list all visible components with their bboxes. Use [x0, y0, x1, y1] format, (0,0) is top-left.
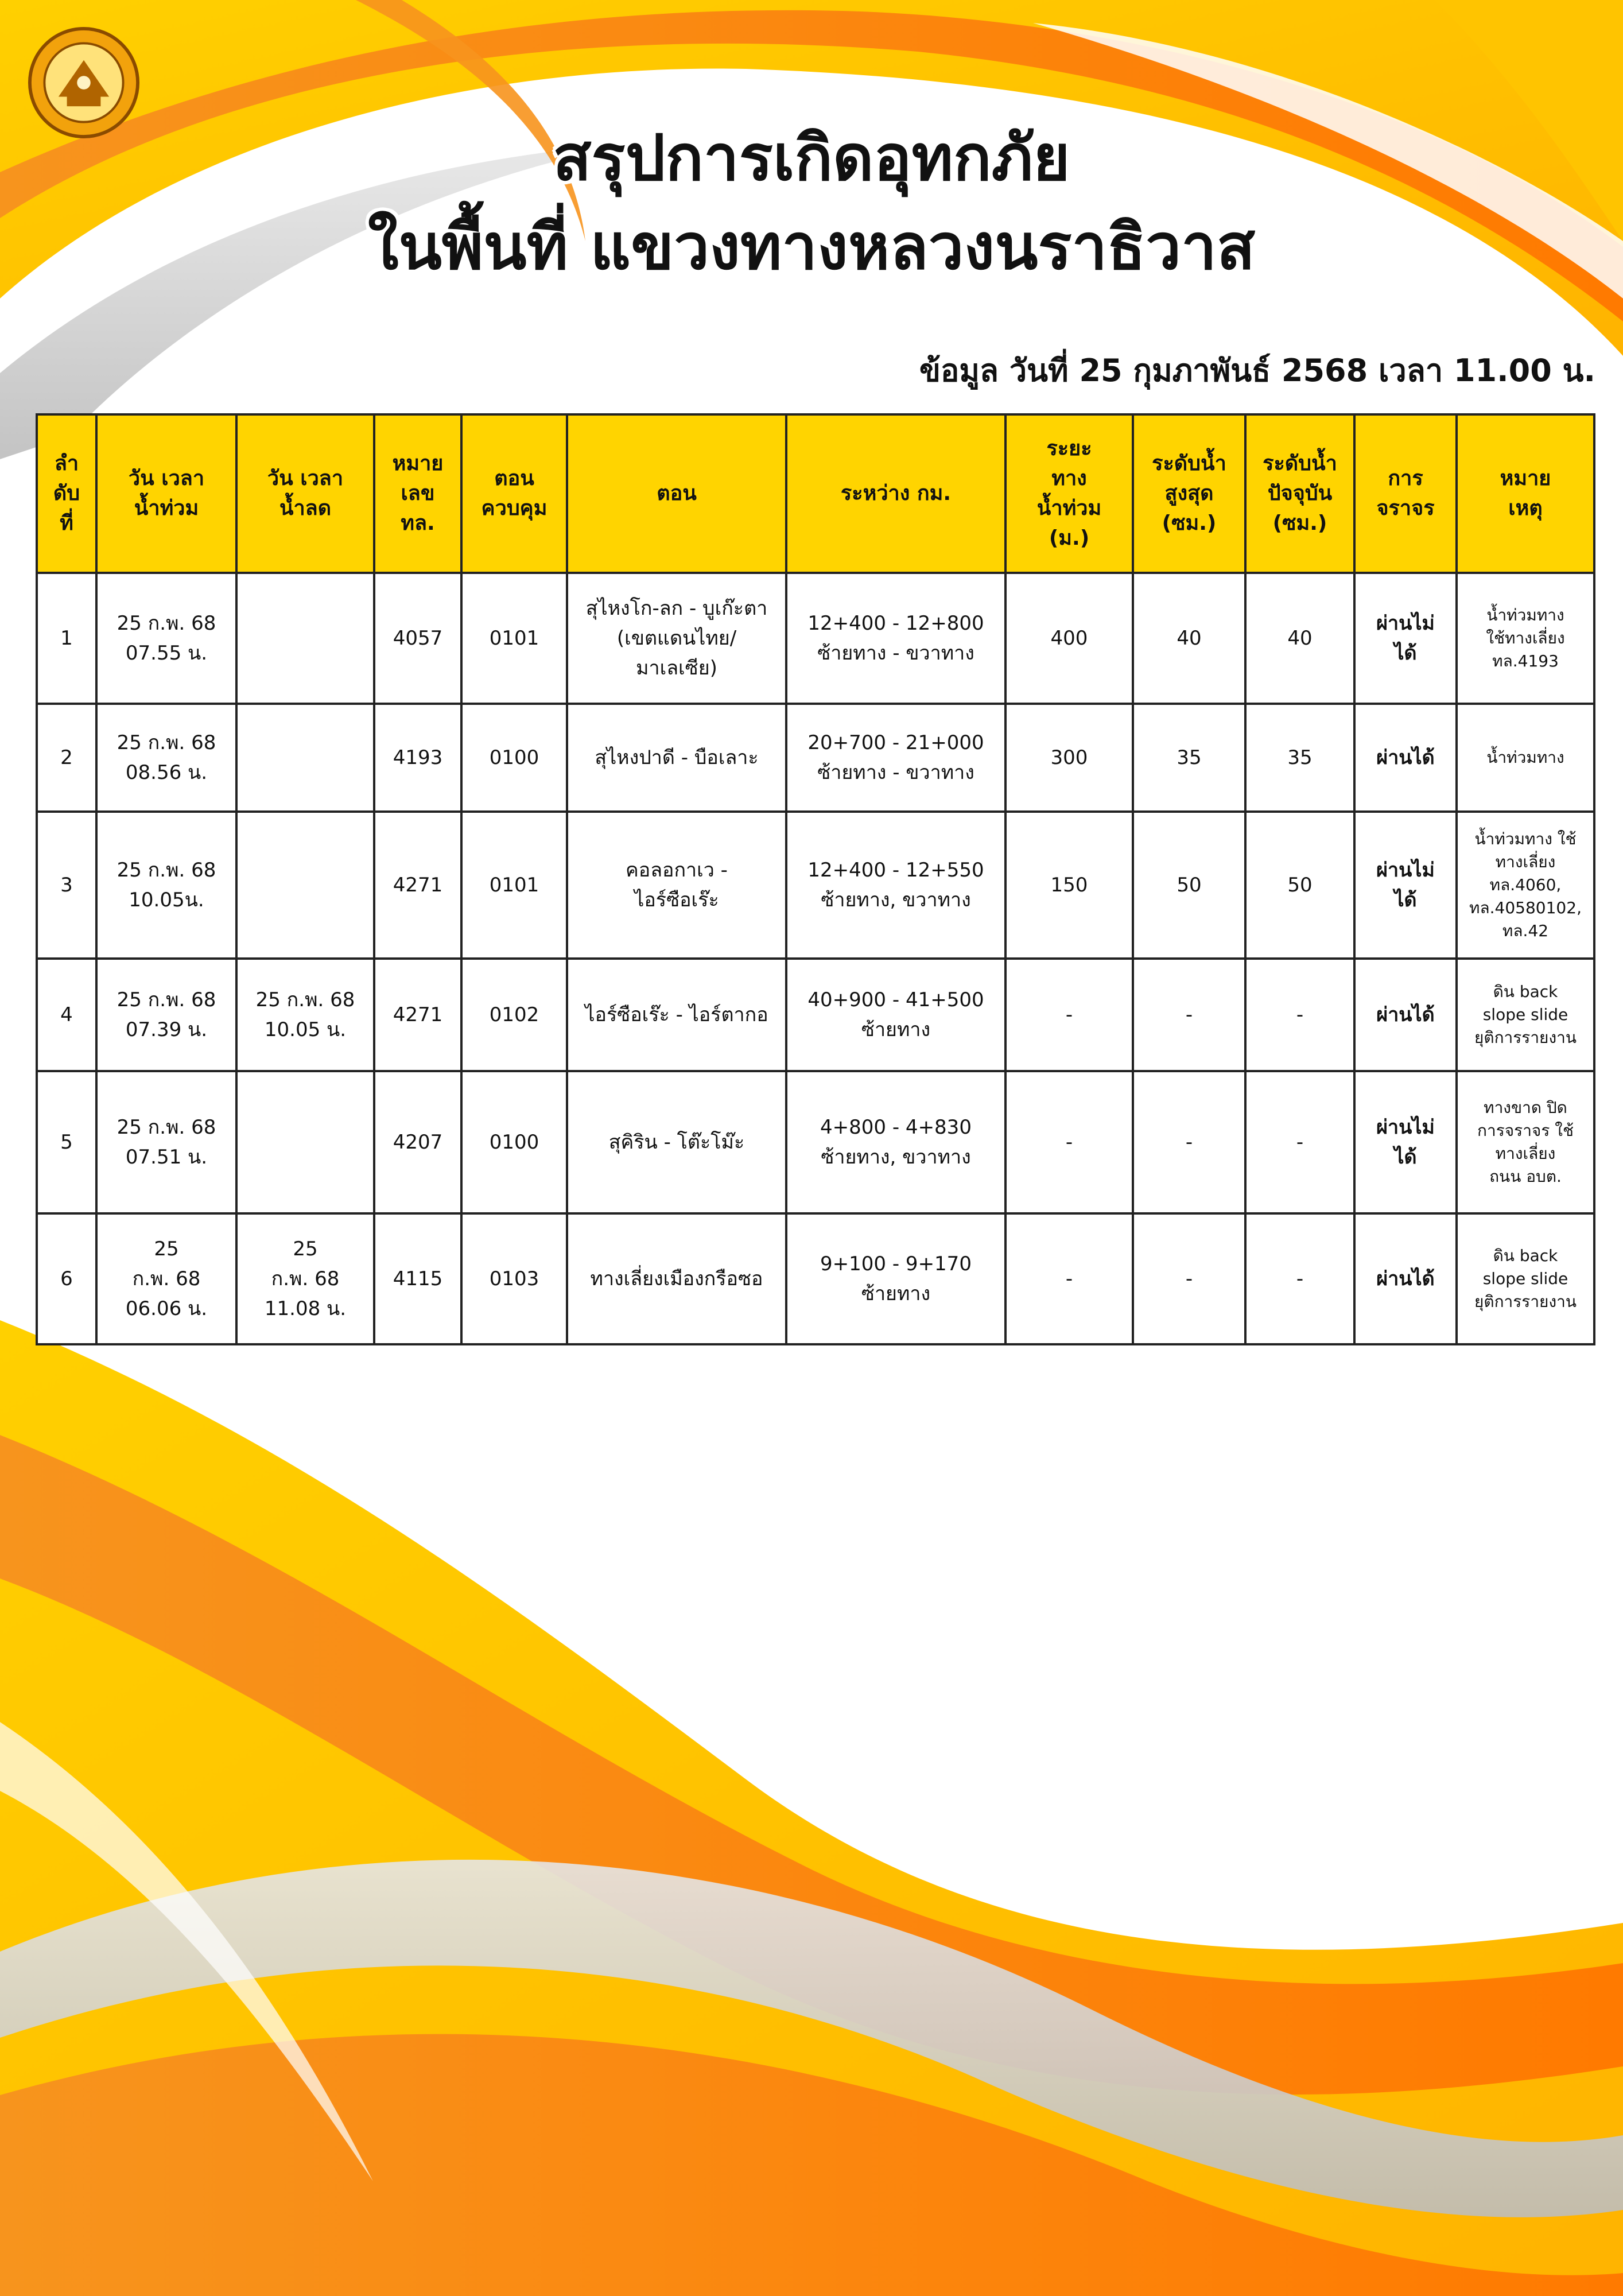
- cell-max-level: -: [1133, 1071, 1245, 1213]
- cell-remark: น้ำท่วมทาง: [1457, 704, 1594, 812]
- header-flood-distance: ระยะ ทาง น้ำท่วม (ม.): [1005, 414, 1133, 573]
- cell-km-range: 9+100 - 9+170 ซ้ายทาง: [786, 1213, 1005, 1344]
- cell-recede-time: 25 ก.พ. 68 10.05 น.: [236, 959, 374, 1071]
- page-title-line-2: ในพื้นที่ แขวงทางหลวงนราธิวาส: [367, 210, 1256, 284]
- cell-route: 4271: [374, 959, 461, 1071]
- cell-km-range: 40+900 - 41+500 ซ้ายทาง: [786, 959, 1005, 1071]
- header-control-section: ตอน ควบคุม: [461, 414, 567, 573]
- cell-section: สุคิริน - โต๊ะโม๊ะ: [567, 1071, 786, 1213]
- cell-route: 4271: [374, 812, 461, 959]
- table-header-row: [37, 414, 1594, 573]
- cell-traffic-status: ผ่านไม่ ได้: [1354, 1071, 1457, 1213]
- cell-current-level: 40: [1245, 573, 1354, 704]
- cell-km-range: 12+400 - 12+550 ซ้ายทาง, ขวาทาง: [786, 812, 1005, 959]
- cell-traffic-status: ผ่านไม่ ได้: [1354, 812, 1457, 959]
- table-row: [37, 812, 1594, 959]
- data-timestamp: ข้อมูล วันที่ 25 กุมภาพันธ์ 2568 เวลา 11.00 น.: [919, 352, 1595, 389]
- cell-section: คอลอกาเว - ไอร์ซือเร๊ะ: [567, 812, 786, 959]
- cell-recede-time: [236, 573, 374, 704]
- cell-order: 4: [37, 959, 96, 1071]
- cell-flood-time: 25 ก.พ. 68 07.55 น.: [96, 573, 236, 704]
- cell-section: ทางเลี่ยงเมืองกรือซอ: [567, 1213, 786, 1344]
- cell-current-level: -: [1245, 1071, 1354, 1213]
- cell-section: สุไหงปาดี - บือเลาะ: [567, 704, 786, 812]
- cell-current-level: -: [1245, 1213, 1354, 1344]
- header-order: ลำ ดับ ที่: [37, 414, 96, 573]
- cell-recede-time: 25 ก.พ. 68 11.08 น.: [236, 1213, 374, 1344]
- cell-order: 1: [37, 573, 96, 704]
- cell-km-range: 12+400 - 12+800 ซ้ายทาง - ขวาทาง: [786, 573, 1005, 704]
- cell-traffic-status: ผ่านได้: [1354, 704, 1457, 812]
- cell-max-level: -: [1133, 959, 1245, 1071]
- cell-distance: 300: [1005, 704, 1133, 812]
- cell-max-level: 40: [1133, 573, 1245, 704]
- cell-control: 0103: [461, 1213, 567, 1344]
- cell-recede-time: [236, 812, 374, 959]
- header-traffic: การ จราจร: [1354, 414, 1457, 573]
- cell-km-range: 4+800 - 4+830 ซ้ายทาง, ขวาทาง: [786, 1071, 1005, 1213]
- cell-traffic-status: ผ่านได้: [1354, 1213, 1457, 1344]
- cell-section: ไอร์ซือเร๊ะ - ไอร์ตากอ: [567, 959, 786, 1071]
- header-km-range: ระหว่าง กม.: [786, 414, 1005, 573]
- flood-summary-table: [36, 413, 1595, 1345]
- cell-km-range: 20+700 - 21+000 ซ้ายทาง - ขวาทาง: [786, 704, 1005, 812]
- cell-distance: 150: [1005, 812, 1133, 959]
- cell-distance: -: [1005, 1213, 1133, 1344]
- cell-control: 0100: [461, 1071, 567, 1213]
- cell-section: สุไหงโก-ลก - บูเก๊ะตา (เขตแดนไทย/ มาเลเซีย): [567, 573, 786, 704]
- table-row: [37, 959, 1594, 1071]
- cell-flood-time: 25 ก.พ. 68 07.51 น.: [96, 1071, 236, 1213]
- header-remark: หมาย เหตุ: [1457, 414, 1594, 573]
- table-row: [37, 1213, 1594, 1344]
- cell-remark: ทางขาด ปิด การจราจร ใช้ ทางเลี่ยง ถนน อบต.: [1457, 1071, 1594, 1213]
- cell-flood-time: 25 ก.พ. 68 06.06 น.: [96, 1213, 236, 1344]
- header-section: ตอน: [567, 414, 786, 573]
- cell-distance: -: [1005, 959, 1133, 1071]
- cell-max-level: -: [1133, 1213, 1245, 1344]
- cell-flood-time: 25 ก.พ. 68 08.56 น.: [96, 704, 236, 812]
- cell-remark: ดิน back slope slide ยุติการรายงาน: [1457, 959, 1594, 1071]
- cell-order: 2: [37, 704, 96, 812]
- cell-route: 4115: [374, 1213, 461, 1344]
- header-max-level: ระดับน้ำ สูงสุด (ซม.): [1133, 414, 1245, 573]
- cell-remark: น้ำท่วมทาง ใช้ ทางเลี่ยง ทล.4060, ทล.40580102, ทล.42: [1457, 812, 1594, 959]
- cell-remark: ดิน back slope slide ยุติการรายงาน: [1457, 1213, 1594, 1344]
- cell-control: 0101: [461, 812, 567, 959]
- table-row: [37, 704, 1594, 812]
- table-row: [37, 573, 1594, 704]
- cell-current-level: -: [1245, 959, 1354, 1071]
- header-current-level: ระดับน้ำ ปัจจุบัน (ซม.): [1245, 414, 1354, 573]
- cell-traffic-status: ผ่านไม่ ได้: [1354, 573, 1457, 704]
- cell-distance: 400: [1005, 573, 1133, 704]
- header-flood-time: วัน เวลา น้ำท่วม: [96, 414, 236, 573]
- cell-flood-time: 25 ก.พ. 68 10.05น.: [96, 812, 236, 959]
- page-title-line-1: สรุปการเกิดอุทกภัย: [553, 121, 1070, 195]
- cell-control: 0101: [461, 573, 567, 704]
- cell-max-level: 35: [1133, 704, 1245, 812]
- cell-traffic-status: ผ่านได้: [1354, 959, 1457, 1071]
- cell-control: 0100: [461, 704, 567, 812]
- cell-route: 4057: [374, 573, 461, 704]
- cell-remark: น้ำท่วมทาง ใช้ทางเลี่ยง ทล.4193: [1457, 573, 1594, 704]
- cell-route: 4193: [374, 704, 461, 812]
- cell-order: 5: [37, 1071, 96, 1213]
- table-row: [37, 1071, 1594, 1213]
- cell-order: 6: [37, 1213, 96, 1344]
- cell-flood-time: 25 ก.พ. 68 07.39 น.: [96, 959, 236, 1071]
- cell-distance: -: [1005, 1071, 1133, 1213]
- header-route-number: หมาย เลข ทล.: [374, 414, 461, 573]
- cell-order: 3: [37, 812, 96, 959]
- cell-recede-time: [236, 704, 374, 812]
- cell-recede-time: [236, 1071, 374, 1213]
- cell-current-level: 50: [1245, 812, 1354, 959]
- header-recede-time: วัน เวลา น้ำลด: [236, 414, 374, 573]
- cell-current-level: 35: [1245, 704, 1354, 812]
- cell-max-level: 50: [1133, 812, 1245, 959]
- cell-route: 4207: [374, 1071, 461, 1213]
- cell-control: 0102: [461, 959, 567, 1071]
